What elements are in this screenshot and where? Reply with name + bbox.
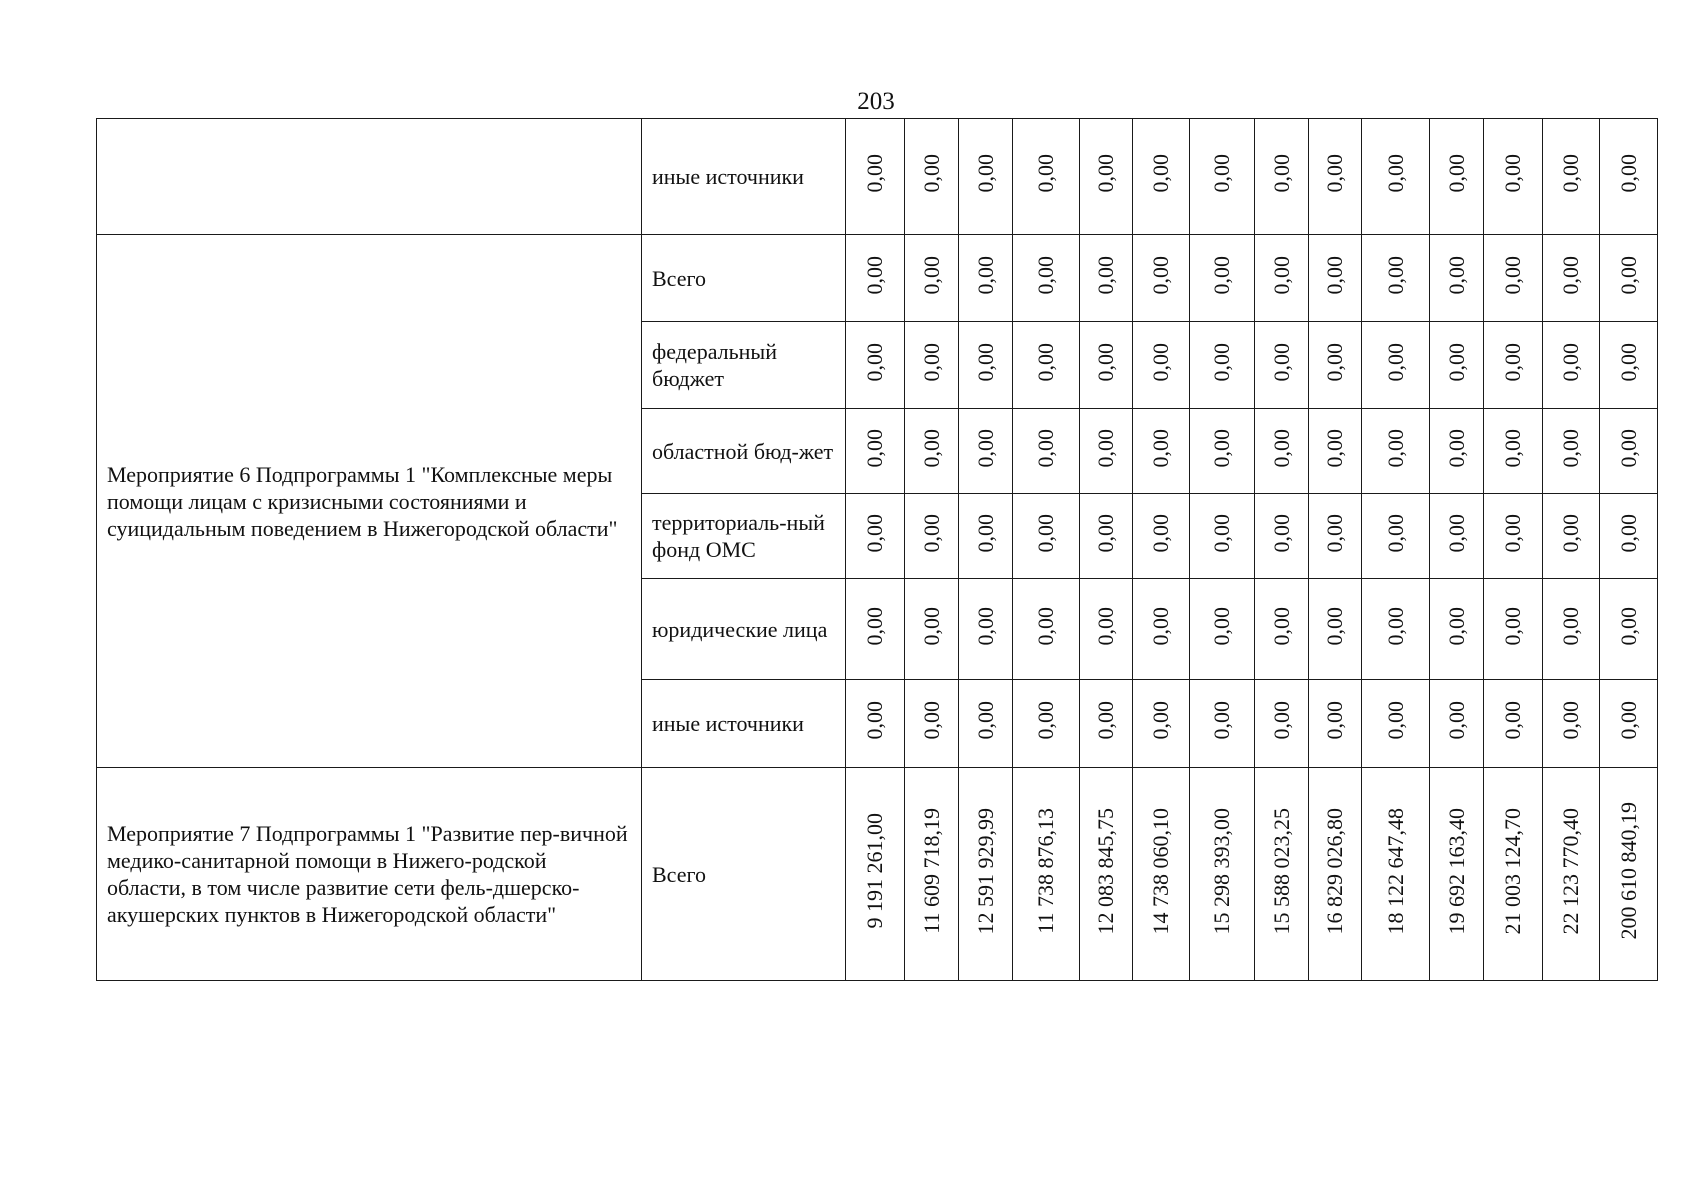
value-cell	[1362, 768, 1430, 981]
value-cell	[1309, 579, 1362, 680]
value-text: 0,00	[1148, 154, 1173, 193]
value-text: 0,00	[1382, 342, 1408, 382]
value-cell	[1013, 579, 1080, 680]
value-cell	[1430, 119, 1484, 235]
value-cell	[846, 494, 905, 579]
value-cell	[1362, 322, 1430, 409]
value-text: 16 829 026,80	[1322, 807, 1347, 935]
value-cell	[846, 119, 905, 235]
value-cell	[1080, 119, 1133, 235]
value-cell	[1013, 680, 1080, 768]
value-text: 0,00	[1148, 513, 1173, 553]
value-text: 0,00	[918, 255, 944, 295]
value-text: 0,00	[1500, 428, 1525, 468]
value-text: 0,00	[1500, 513, 1525, 553]
value-text: 0,00	[1322, 606, 1347, 646]
value-cell	[1309, 409, 1362, 494]
value-text: 0,00	[972, 606, 998, 646]
value-cell	[1309, 119, 1362, 235]
value-cell	[1190, 235, 1255, 322]
value-text: 0,00	[1148, 606, 1173, 646]
value-text: 0,00	[1033, 513, 1058, 553]
value-cell	[1133, 768, 1190, 981]
value-text: 0,00	[972, 513, 998, 553]
value-cell	[1190, 680, 1255, 768]
value-text: 0,00	[1209, 342, 1234, 382]
value-text: 0,00	[918, 701, 944, 740]
value-cell	[1484, 119, 1543, 235]
funding-source-cell: областной бюд-жет	[642, 409, 846, 494]
value-text: 0,00	[1382, 606, 1408, 646]
value-cell	[1543, 579, 1600, 680]
value-cell	[1309, 768, 1362, 981]
value-cell	[1133, 235, 1190, 322]
value-text: 0,00	[1615, 342, 1641, 382]
value-text: 14 738 060,10	[1148, 807, 1173, 935]
value-text: 0,00	[1558, 154, 1583, 193]
value-cell	[1080, 409, 1133, 494]
value-cell	[1133, 322, 1190, 409]
value-text: 0,00	[1443, 255, 1469, 295]
value-cell	[1484, 322, 1543, 409]
value-cell	[1255, 579, 1309, 680]
value-cell	[1543, 235, 1600, 322]
value-text: 11 609 718,19	[918, 808, 944, 934]
value-cell	[905, 119, 959, 235]
value-cell	[1362, 409, 1430, 494]
value-cell	[959, 494, 1013, 579]
value-cell	[1430, 494, 1484, 579]
value-text: 0,00	[1033, 255, 1058, 295]
value-cell	[1255, 768, 1309, 981]
value-cell	[1600, 579, 1658, 680]
value-cell	[1309, 235, 1362, 322]
value-text: 0,00	[1500, 342, 1525, 382]
value-text: 200 610 840,19	[1615, 802, 1641, 940]
value-cell	[1543, 494, 1600, 579]
value-cell	[959, 235, 1013, 322]
value-text: 19 692 163,40	[1443, 807, 1469, 935]
value-text: 0,00	[1209, 606, 1234, 646]
value-text: 0,00	[1443, 701, 1469, 740]
value-text: 0,00	[1500, 154, 1525, 193]
value-cell	[1255, 235, 1309, 322]
value-text: 0,00	[1093, 342, 1118, 382]
funding-source-cell: Всего	[642, 235, 846, 322]
funding-source-cell: иные источники	[642, 680, 846, 768]
value-cell	[1309, 322, 1362, 409]
value-text: 0,00	[1209, 255, 1234, 295]
value-cell	[1309, 494, 1362, 579]
value-cell	[1133, 494, 1190, 579]
value-text: 0,00	[1443, 342, 1469, 382]
value-cell	[1190, 409, 1255, 494]
value-text: 0,00	[1033, 606, 1058, 646]
value-cell	[1255, 680, 1309, 768]
value-cell	[1543, 322, 1600, 409]
value-cell	[846, 322, 905, 409]
value-cell	[1430, 768, 1484, 981]
value-cell	[1309, 680, 1362, 768]
value-cell	[905, 409, 959, 494]
value-text: 0,00	[1558, 701, 1583, 740]
value-text: 0,00	[1093, 513, 1118, 553]
value-cell	[1013, 322, 1080, 409]
value-text: 0,00	[1148, 701, 1173, 740]
value-text: 0,00	[1382, 255, 1408, 295]
value-text: 0,00	[1268, 606, 1294, 646]
value-text: 21 003 124,70	[1500, 807, 1525, 935]
value-cell	[1600, 119, 1658, 235]
value-cell	[1484, 409, 1543, 494]
value-text: 0,00	[1615, 154, 1641, 193]
value-cell	[1543, 119, 1600, 235]
value-text: 0,00	[1268, 513, 1294, 553]
value-text: 0,00	[1322, 428, 1347, 468]
value-text: 0,00	[1615, 255, 1641, 295]
value-cell	[1362, 119, 1430, 235]
value-text: 0,00	[1322, 154, 1347, 193]
value-text: 0,00	[1209, 701, 1234, 740]
value-cell	[1543, 768, 1600, 981]
value-cell	[1430, 409, 1484, 494]
value-text: 0,00	[862, 154, 887, 193]
value-text: 0,00	[862, 701, 887, 740]
value-cell	[1013, 409, 1080, 494]
value-text: 0,00	[1148, 428, 1173, 468]
value-cell	[1484, 768, 1543, 981]
table-row	[97, 768, 1658, 981]
value-cell	[846, 680, 905, 768]
value-cell	[1133, 579, 1190, 680]
page-number: 203	[857, 88, 895, 115]
value-text: 18 122 647,48	[1382, 807, 1408, 935]
value-text: 0,00	[1615, 606, 1641, 646]
value-text: 0,00	[1033, 154, 1058, 193]
value-text: 0,00	[1443, 606, 1469, 646]
value-cell	[1362, 579, 1430, 680]
value-text: 0,00	[1443, 154, 1469, 193]
value-cell	[1484, 235, 1543, 322]
value-cell	[1362, 680, 1430, 768]
value-text: 0,00	[1443, 513, 1469, 553]
value-cell	[1543, 409, 1600, 494]
value-cell	[1190, 119, 1255, 235]
value-text: 0,00	[972, 428, 998, 468]
value-cell	[959, 768, 1013, 981]
value-text: 0,00	[1093, 255, 1118, 295]
value-text: 0,00	[918, 606, 944, 646]
funding-table	[96, 118, 1658, 981]
value-cell	[1362, 235, 1430, 322]
value-text: 0,00	[1558, 513, 1583, 553]
value-cell	[905, 494, 959, 579]
table-row	[97, 119, 1658, 235]
value-cell	[1600, 768, 1658, 981]
value-text: 0,00	[1382, 513, 1408, 553]
value-cell	[1255, 494, 1309, 579]
value-cell	[1080, 579, 1133, 680]
value-cell	[1430, 680, 1484, 768]
value-cell	[1255, 322, 1309, 409]
value-text: 0,00	[1322, 513, 1347, 553]
value-cell	[1600, 235, 1658, 322]
value-cell	[905, 322, 959, 409]
value-text: 0,00	[1615, 513, 1641, 553]
value-cell	[1362, 494, 1430, 579]
funding-source-cell: иные источники	[642, 119, 846, 235]
value-text: 0,00	[862, 342, 887, 382]
measure-cell: Мероприятие 6 Подпрограммы 1 "Комплексные меры помощи лицам с кризисными состояниями и суицидальным поведением в Нижегородской области"	[97, 235, 642, 768]
value-cell	[1013, 119, 1080, 235]
table-row	[97, 235, 1658, 322]
value-text: 0,00	[1615, 701, 1641, 740]
funding-source-cell: Всего	[642, 768, 846, 981]
value-text: 0,00	[1322, 342, 1347, 382]
value-text: 15 298 393,00	[1209, 807, 1234, 935]
value-text: 0,00	[1500, 701, 1525, 740]
value-cell	[959, 322, 1013, 409]
value-text: 12 083 845,75	[1093, 807, 1118, 935]
value-text: 15 588 023,25	[1268, 807, 1294, 935]
value-text: 0,00	[1033, 342, 1058, 382]
value-text: 22 123 770,40	[1558, 807, 1583, 935]
value-text: 0,00	[1558, 342, 1583, 382]
value-cell	[1600, 322, 1658, 409]
value-text: 0,00	[1268, 428, 1294, 468]
funding-source-cell: территориаль-ный фонд ОМС	[642, 494, 846, 579]
value-cell	[1013, 768, 1080, 981]
value-cell	[1430, 235, 1484, 322]
value-text: 0,00	[1558, 428, 1583, 468]
value-text: 0,00	[918, 513, 944, 553]
value-text: 0,00	[1209, 428, 1234, 468]
value-cell	[1430, 579, 1484, 680]
value-cell	[1080, 322, 1133, 409]
value-text: 0,00	[862, 606, 887, 646]
value-cell	[1600, 680, 1658, 768]
value-text: 0,00	[918, 342, 944, 382]
value-text: 9 191 261,00	[862, 813, 887, 929]
value-cell	[1484, 680, 1543, 768]
value-text: 0,00	[1209, 154, 1234, 193]
value-text: 0,00	[1382, 428, 1408, 468]
value-cell	[1080, 768, 1133, 981]
value-text: 0,00	[1268, 154, 1294, 193]
value-text: 0,00	[1558, 606, 1583, 646]
value-text: 0,00	[862, 428, 887, 468]
value-cell	[1190, 494, 1255, 579]
value-text: 0,00	[1268, 255, 1294, 295]
value-text: 0,00	[1268, 701, 1294, 740]
value-cell	[1190, 579, 1255, 680]
value-cell	[1484, 579, 1543, 680]
value-cell	[1080, 494, 1133, 579]
value-cell	[1080, 235, 1133, 322]
funding-source-cell: федеральный бюджет	[642, 322, 846, 409]
value-cell	[1133, 119, 1190, 235]
value-cell	[1255, 409, 1309, 494]
funding-source-cell: юридические лица	[642, 579, 846, 680]
value-cell	[905, 235, 959, 322]
value-cell	[846, 409, 905, 494]
value-cell	[905, 579, 959, 680]
value-text: 0,00	[862, 255, 887, 295]
value-cell	[1255, 119, 1309, 235]
value-text: 0,00	[862, 513, 887, 553]
value-cell	[959, 409, 1013, 494]
value-cell	[1013, 494, 1080, 579]
value-cell	[905, 680, 959, 768]
value-text: 0,00	[1033, 428, 1058, 468]
value-cell	[1484, 494, 1543, 579]
value-text: 0,00	[972, 255, 998, 295]
value-cell	[1133, 409, 1190, 494]
value-cell	[1013, 235, 1080, 322]
value-cell	[1190, 768, 1255, 981]
measure-cell: Мероприятие 7 Подпрограммы 1 "Развитие пер-вичной медико-санитарной помощи в Нижего-родской области, в том числе развитие сети фель-дшерско-акушерских пунктов в Нижегородской области"	[97, 768, 642, 981]
value-text: 0,00	[1558, 255, 1583, 295]
value-cell	[846, 235, 905, 322]
value-text: 0,00	[1382, 701, 1408, 740]
value-text: 0,00	[972, 701, 998, 740]
value-text: 0,00	[1322, 255, 1347, 295]
value-text: 0,00	[1500, 606, 1525, 646]
value-cell	[846, 768, 905, 981]
value-cell	[1080, 680, 1133, 768]
value-cell	[1190, 322, 1255, 409]
value-text: 0,00	[1615, 428, 1641, 468]
value-text: 0,00	[1093, 154, 1118, 193]
value-text: 0,00	[1093, 428, 1118, 468]
value-cell	[1543, 680, 1600, 768]
value-cell	[905, 768, 959, 981]
value-text: 0,00	[1093, 606, 1118, 646]
value-cell	[959, 119, 1013, 235]
value-cell	[959, 680, 1013, 768]
value-text: 12 591 929,99	[972, 807, 998, 935]
value-cell	[1430, 322, 1484, 409]
value-text: 0,00	[1209, 513, 1234, 553]
value-text: 0,00	[1148, 342, 1173, 382]
value-text: 0,00	[1382, 154, 1408, 193]
funding-table-body	[97, 119, 1658, 981]
value-text: 0,00	[1268, 342, 1294, 382]
value-cell	[959, 579, 1013, 680]
value-cell	[1600, 409, 1658, 494]
value-text: 0,00	[1033, 701, 1058, 740]
value-cell	[846, 579, 905, 680]
value-text: 0,00	[1093, 701, 1118, 740]
value-cell	[1133, 680, 1190, 768]
value-text: 11 738 876,13	[1033, 808, 1058, 934]
value-text: 0,00	[1500, 255, 1525, 295]
value-cell	[1600, 494, 1658, 579]
measure-cell	[97, 119, 642, 235]
value-text: 0,00	[918, 428, 944, 468]
value-text: 0,00	[918, 154, 944, 193]
value-text: 0,00	[972, 154, 998, 193]
value-text: 0,00	[972, 342, 998, 382]
value-text: 0,00	[1148, 255, 1173, 295]
value-text: 0,00	[1322, 701, 1347, 740]
value-text: 0,00	[1443, 428, 1469, 468]
